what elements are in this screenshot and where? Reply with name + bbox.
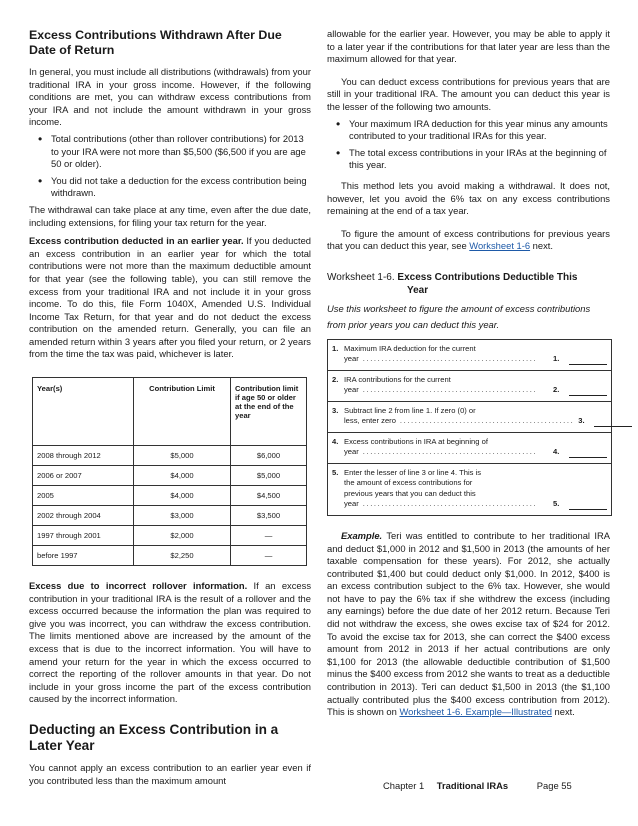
table-cell: $6,000: [231, 446, 307, 466]
paragraph: The withdrawal can take place at any time, even after the due date, including extensions, for filing your tax return for the year.: [29, 203, 311, 228]
paragraph: [327, 228, 610, 253]
right-column: [327, 28, 610, 719]
paragraph-text: If you deducted an excess contribution in an earlier year for which the total contributions were not more than the maximum deductible amount for that year (see the following table), you can still remove the excess from your traditional IRA and not include it in your gross income. To do this, file Form 1040X, Amended U.S. Individual Income Tax Return, for that year and do not deduct the excess contribution on the amended return. Generally, you can file an amended return within 3 years after you filed your return, or 2 years from the time the tax was paid, whichever is later.: [29, 235, 312, 360]
worksheet-line: 2. IRA contributions for the current year ............................................... 2.: [328, 371, 611, 402]
table-cell: 2005: [33, 486, 134, 506]
footer-chapter: Chapter 1: [383, 780, 425, 791]
list-item: • The total excess contributions in your IRAs at the beginning of this year.: [349, 147, 610, 172]
worksheet-instructions: Use this worksheet to figure the amount of excess contributions from prior years you can deduct this year.: [327, 302, 591, 330]
section-heading: Deducting an Excess Contribution in a Later Year: [29, 722, 279, 753]
list-item: • Your maximum IRA deduction for this year minus any amounts contributed to your traditional IRAs for this year.: [349, 118, 610, 143]
line-ref: 1.: [553, 354, 560, 364]
list-item: • Total contributions (other than rollover contributions) for 2013 to your IRA were not more than $5,500 ($6,500 if you are age 50 or older).: [51, 133, 311, 171]
worksheet-line: 1. Maximum IRA deduction for the current year ............................................... 1.: [328, 340, 611, 371]
list-item: • You did not take a deduction for the excess contribution being withdrawn.: [51, 175, 311, 200]
paragraph-text: Teri was entitled to contribute to her traditional IRA and deduct $1,000 in 2012 and $1,500 in 2013 (the amounts of her taxable compensation for these years). For 2012, she actually contributed $1,400 but could deduct only $1,000. In 2012, $400 is an excess contribution subject to the 6% tax. However, she would not have to pay the 6% tax if she withdrew the excess (including any earnings) before the due date of her 2012 return. Because Teri did not withdraw the excess, she owes excise tax of $24 for 2012. To avoid the excise tax for 2013, she can correct the $400 excess amount from 2012 in 2013 if her actual contributions are only $1,100 for 2013 (the allowable deductible contribution of $1,500 minus the $400 excess from 2012 she wants to treat as a deductible contribution in 2013). Teri can deduct $1,500 in 2013 (the $1,100 actually contributed plus the $400 excess contribution from 2012). This is shown on: [327, 529, 610, 718]
worksheet-name-cont: Year: [407, 284, 429, 296]
line-text: year: [344, 447, 359, 457]
entry-field[interactable]: [569, 386, 607, 396]
table-header: Contribution limit if age 50 or older at the end of the year: [231, 378, 307, 446]
worksheet-label: Worksheet 1-6.: [327, 271, 395, 283]
table-row: [33, 526, 307, 546]
paragraph: In general, you must include all distributions (withdrawals) from your traditional IRA in your gross income. However, if the following conditions are met, you can withdraw excess contributions from your IRA and not include the amount withdrawn in your gross income.: [29, 66, 311, 128]
paragraph: allowable for the earlier year. However, you may be able to apply it to a later year if the contributions for that later year are less than the maximum allowed for that year.: [327, 28, 610, 65]
table-cell: $3,000: [134, 506, 231, 526]
line-text: year: [344, 499, 359, 509]
line-number: 4.: [332, 436, 339, 446]
worksheet-line: 5. Enter the lesser of line 3 or line 4. This is the amount of excess contributions for previous years that you can deduct this year ............................................... 5.: [328, 464, 611, 515]
line-text: Excess contributions in IRA at beginning of: [344, 436, 488, 446]
worksheet-line: 3. Subtract line 2 from line 1. If zero (0) or less, enter zero ............................................... 3.: [328, 402, 611, 433]
line-ref: 2.: [553, 385, 560, 395]
worksheet-title: [327, 271, 610, 297]
line-text: Enter the lesser of line 3 or line 4. This is: [344, 467, 482, 477]
left-column: [29, 28, 311, 787]
paragraph: [29, 580, 311, 706]
table-cell: before 1997: [33, 546, 134, 566]
entry-field[interactable]: [569, 355, 607, 365]
run-in-heading: Excess due to incorrect rollover information.: [29, 580, 248, 592]
page-footer: [383, 780, 613, 791]
worksheet-line: 4. Excess contributions in IRA at beginning of year ............................................... 4.: [328, 433, 611, 464]
entry-field[interactable]: [569, 448, 607, 458]
table-cell: $5,000: [231, 466, 307, 486]
table-header-row: [33, 378, 307, 446]
line-text: the amount of excess contributions for: [344, 478, 473, 488]
paragraph-text: If an excess contribution in your traditional IRA is the result of a rollover and the excess occurred because the information the plan was required to give you was incorrect, you can withdraw the excess contribution. The limits mentioned above are increased by the amount of the excess that is due to the incorrect information. You will have to amend your return for the year in which the excess occurred to correct the reporting of the rollover amounts in that year. Do not include in your gross income the part of the excess contribution caused by the incorrect information.: [29, 580, 312, 705]
table-row: [33, 506, 307, 526]
table-cell: —: [231, 546, 307, 566]
worksheet-box: [327, 339, 612, 516]
paragraph: [29, 235, 311, 361]
paragraph: You cannot apply an excess contribution to an earlier year even if you contributed less than the maximum amount: [29, 762, 311, 786]
example-worksheet-link[interactable]: Worksheet 1-6. Example—Illustrated: [399, 706, 552, 718]
table-row: [33, 446, 307, 466]
table-cell: 2006 or 2007: [33, 466, 134, 486]
conditions-list: [29, 133, 311, 200]
table-row: [33, 466, 307, 486]
page-number: Page 55: [536, 780, 572, 791]
table-cell: 1997 through 2001: [33, 526, 134, 546]
table-header: Contribution Limit: [134, 378, 231, 446]
paragraph-text: To figure the amount of excess contributions for previous years that you can deduct this year, see: [327, 227, 610, 252]
line-text: year: [344, 354, 359, 364]
line-number: 3.: [332, 405, 339, 415]
line-number: 5.: [332, 467, 339, 477]
table-cell: $4,000: [134, 466, 231, 486]
table-cell: $5,000: [134, 446, 231, 466]
line-text: previous years that you can deduct this: [344, 488, 476, 498]
table-header: Year(s): [33, 378, 134, 446]
line-number: 2.: [332, 374, 339, 384]
table-cell: —: [231, 526, 307, 546]
table-cell: $4,500: [231, 486, 307, 506]
footer-section: Traditional IRAs: [436, 780, 509, 791]
table-cell: $4,000: [134, 486, 231, 506]
paragraph-text: next.: [530, 240, 554, 252]
line-text: IRA contributions for the current: [344, 374, 451, 384]
table-row: [33, 486, 307, 506]
paragraph-text: next.: [551, 706, 575, 718]
worksheet-name: Excess Contributions Deductible This: [397, 271, 578, 283]
table-cell: 2008 through 2012: [33, 446, 134, 466]
table-cell: $2,250: [134, 546, 231, 566]
worksheet-link[interactable]: Worksheet 1-6: [469, 240, 531, 252]
line-text: Subtract line 2 from line 1. If zero (0) or: [344, 405, 476, 415]
section-heading: Excess Contributions Withdrawn After Due Date of Return: [29, 28, 282, 57]
line-text: less, enter zero: [344, 416, 396, 426]
table-row: [33, 546, 307, 566]
line-text: year: [344, 385, 359, 395]
entry-field[interactable]: [594, 417, 632, 427]
example-label: Example.: [341, 529, 383, 541]
line-number: 1.: [332, 343, 339, 353]
line-ref: 4.: [553, 447, 560, 457]
table-cell: 2002 through 2004: [33, 506, 134, 526]
table-cell: $2,000: [134, 526, 231, 546]
contribution-limits-table: [32, 377, 307, 566]
line-ref: 5.: [553, 499, 560, 509]
entry-field[interactable]: [569, 500, 607, 510]
deduction-amounts-list: [327, 118, 610, 172]
line-ref: 3.: [578, 416, 585, 426]
example-paragraph: [327, 530, 610, 719]
table-cell: $3,500: [231, 506, 307, 526]
paragraph: This method lets you avoid making a withdrawal. It does not, however, let you avoid the 6% tax on any excess contributions remaining at the end of a tax year.: [327, 179, 610, 217]
run-in-heading: Excess contribution deducted in an earlier year.: [29, 235, 244, 247]
line-text: Maximum IRA deduction for the current: [344, 343, 476, 353]
paragraph: You can deduct excess contributions for previous years that are still in your traditional IRA. The amount you can deduct this year is the lesser of the following two amounts.: [327, 75, 610, 112]
